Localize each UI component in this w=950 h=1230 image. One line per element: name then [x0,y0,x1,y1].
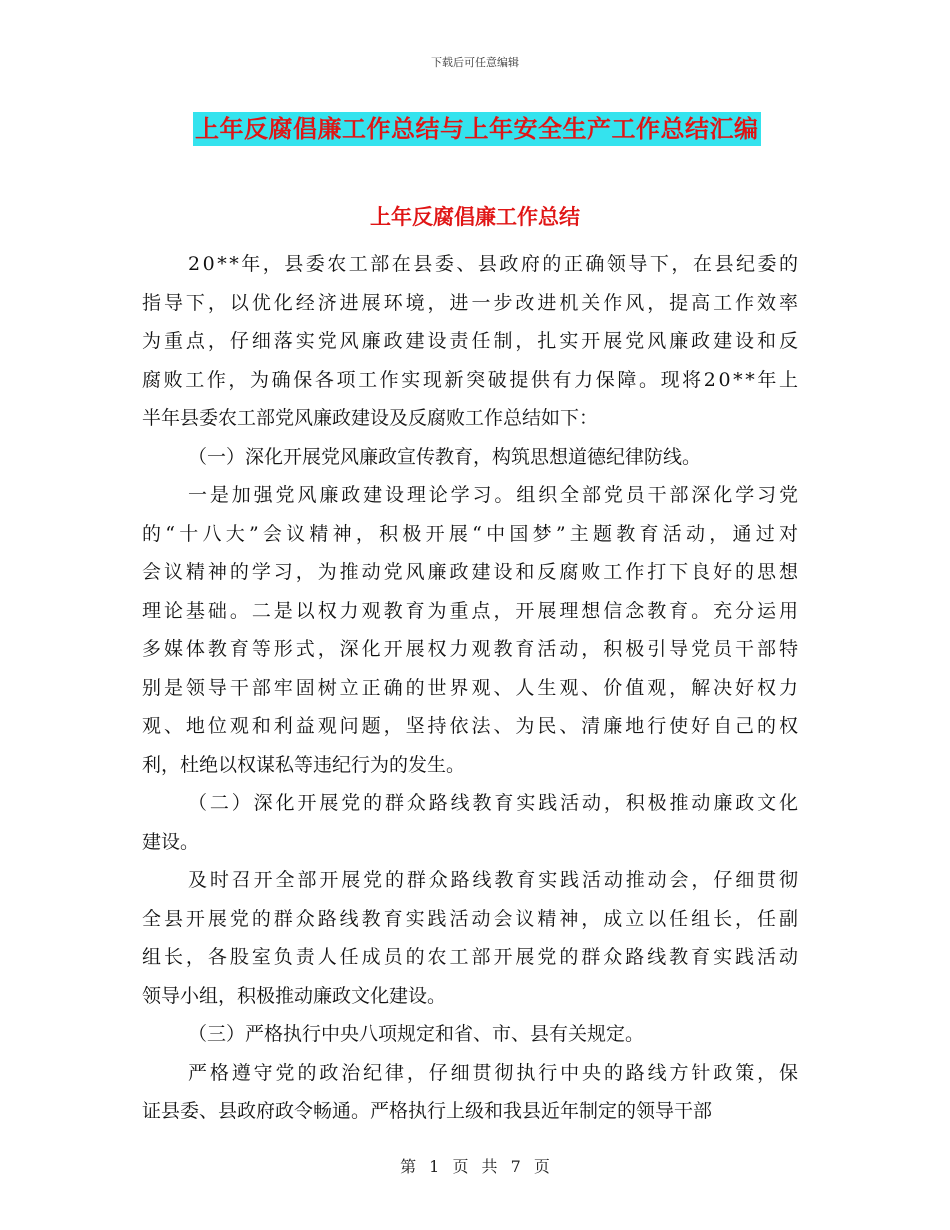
text-line: 为重点，仔细落实党风廉政建设责任制，扎实开展党风廉政建设和反 [142,330,801,352]
text-line: 观、地位观和利益观问题，坚持依法、为民、清廉地行使好自己的权 [142,715,801,737]
text-line: （一）深化开展党风廉政宣传教育，构筑思想道德纪律防线。 [188,445,702,468]
text-line: 建设。 [142,830,200,853]
text-line: （二）深化开展党的群众路线教育实践活动，积极推动廉政文化 [188,792,801,814]
text-line: 一是加强党风廉政建设理论学习。组织全部党员干部深化学习党 [188,484,801,506]
text-line: 组长，各股室负责人任成员的农工部开展党的群众路线教育实践活动 [142,946,801,968]
text-line: 证县委、县政府政令畅通。严格执行上级和我县近年制定的领导干部 [142,1100,713,1122]
text-line: 利，杜绝以权谋私等违纪行为的发生。 [142,753,466,776]
text-line: 严格遵守党的政治纪律，仔细贯彻执行中央的路线方针政策，保 [188,1061,801,1084]
text-line: 指导下，以优化经济进展环境，进一步改进机关作风，提高工作效率 [142,291,801,314]
text-line: 20**年，县委农工部在县委、县政府的正确领导下，在县纪委的 [188,253,801,275]
text-line: 理论基础。二是以权力观教育为重点，开展理想信念教育。充分运用 [142,599,801,622]
text-line: 会议精神的学习，为推动党风廉政建设和反腐败工作打下良好的思想 [142,561,801,583]
text-line: 领导小组，积极推动廉政文化建设。 [142,984,447,1007]
section-title: 上年反腐倡廉工作总结 [370,205,580,229]
page-footer: 第 1 页 共 7 页 [400,1157,550,1176]
text-line: 别是领导干部牢固树立正确的世界观、人生观、价值观，解决好权力 [142,676,801,699]
text-line: （三）严格执行中央八项规定和省、市、县有关规定。 [188,1023,645,1045]
text-line: 的“十八大”会议精神，积极开展“中国梦”主题教育活动，通过对 [142,522,803,545]
text-line: 半年县委农工部党风廉政建设及反腐败工作总结如下： [142,407,599,429]
text-line: 全县开展党的群众路线教育实践活动会议精神，成立以任组长，任副 [142,907,801,930]
document-main-title: 上年反腐倡廉工作总结与上年安全生产工作总结汇编 [193,112,761,146]
text-line: 多媒体教育等形式，深化开展权力观教育活动，积极引导党员干部特 [142,638,801,660]
body-text [142,245,803,1131]
text-line: 及时召开全部开展党的群众路线教育实践活动推动会，仔细贯彻 [188,869,801,891]
header-note: 下载后可任意编辑 [431,56,519,69]
text-line: 腐败工作，为确保各项工作实现新突破提供有力保障。现将20**年上 [142,368,801,391]
